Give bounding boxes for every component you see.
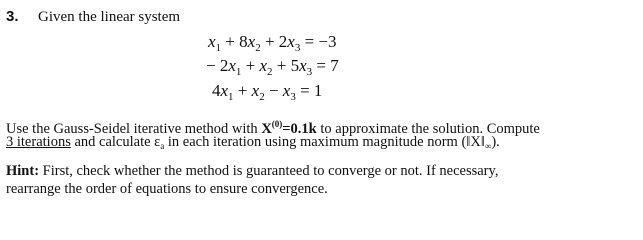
hint-label: Hint: — [6, 163, 40, 179]
instruction-line-2: 3 iterations and calculate $\varepsilon_a$ in each iteration using maximum magnitude norm $(‖X‖_\infty)$. — [6, 134, 500, 151]
relative-error-symbol: $\varepsilon_a$ — [154, 134, 165, 151]
equation-3: $4x_1 + x_2 - x_3 = 1$ — [212, 81, 323, 103]
max-norm-symbol: $‖X‖_\infty$ — [466, 134, 492, 151]
linear-system — [206, 28, 406, 108]
hint-line-2: rearrange the order of equations to ensure convergence. — [6, 181, 328, 197]
initial-guess: $X^{(0)}=0.1k$ — [261, 119, 317, 137]
iterations-count: 3 iterations — [6, 134, 71, 150]
question-intro: Given the linear system — [38, 9, 181, 25]
equation-1: $x_1 + 8x_2 + 2x_3 = -3$ — [208, 32, 337, 54]
equation-2: − $2x_1 + x_2 + 5x_3 = 7$ — [206, 56, 339, 78]
question-number: 3. — [6, 8, 19, 25]
hint-line-1: Hint: First, check whether the method is guaranteed to converge or not. If necessary, — [6, 163, 499, 179]
instruction-line-1: Use the Gauss-Seidel iterative method with $X^{(0)}=0.1k$ to approximate the solution. Compute — [6, 119, 540, 137]
